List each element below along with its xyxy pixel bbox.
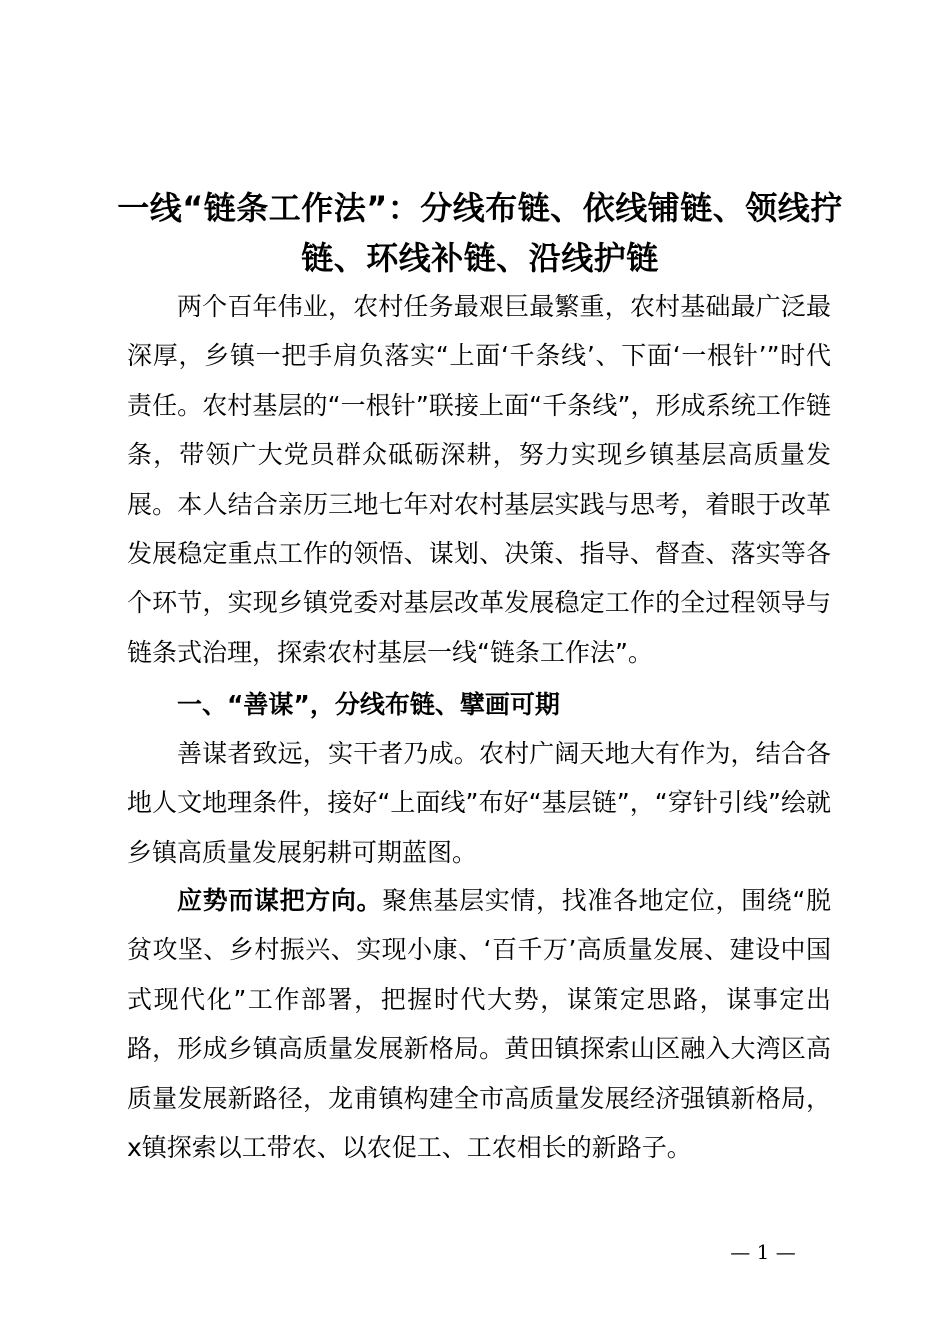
- document-title: 一线“链条工作法”：分线布链、依线铺链、领线拧链、环线补链、沿线护链: [117, 189, 843, 277]
- intro-paragraph: 两个百年伟业，农村任务最艰巨最繁重，农村基础最广泛最深厚，乡镇一把手肩负落实“上面‘千条线’、下面‘一根针’”时代责任。农村基层的“一根针”联接上面“千条线”，形成系统工作链条，带领广大党员群众砥砺深耕，努力实现乡镇基层高质量发展。本人结合亲历三地七年对农村基层实践与思考，着眼于改革发展稳定重点工作的领悟、谋划、决策、指导、督查、落实等各个环节，实现乡镇党委对基层改革发展稳定工作的全过程领导与链条式治理，探索农村基层一线“链条工作法”。: [127, 292, 831, 667]
- section-1-heading: 一、“善谋”，分线布链、擘画可期: [177, 690, 560, 719]
- paragraph-body-text: 聚焦基层实情，找准各地定位，围绕“脱贫攻坚、乡村振兴、实现小康、‘百千万’高质量发展、建设中国式现代化”工作部署，把握时代大势，谋策定思路，谋事定出路，形成乡镇高质量发展新格局。黄田镇探索山区融入大湾区高质量发展新路径，龙甫镇构建全市高质量发展经济强镇新格局，x镇探索以工带农、以农促工、工农相长的新路子。: [127, 886, 831, 1163]
- section-1-intro-paragraph: 善谋者致远，实干者乃成。农村广阔天地大有作为，结合各地人文地理条件，接好“上面线”布好“基层链”，“穿针引线”绘就乡镇高质量发展躬耕可期蓝图。: [127, 739, 831, 867]
- paragraph-lead-phrase: 应势而谋把方向。: [177, 886, 383, 915]
- section-1-paragraph-2: [127, 876, 831, 1172]
- page-number: — 1 —: [730, 1240, 796, 1264]
